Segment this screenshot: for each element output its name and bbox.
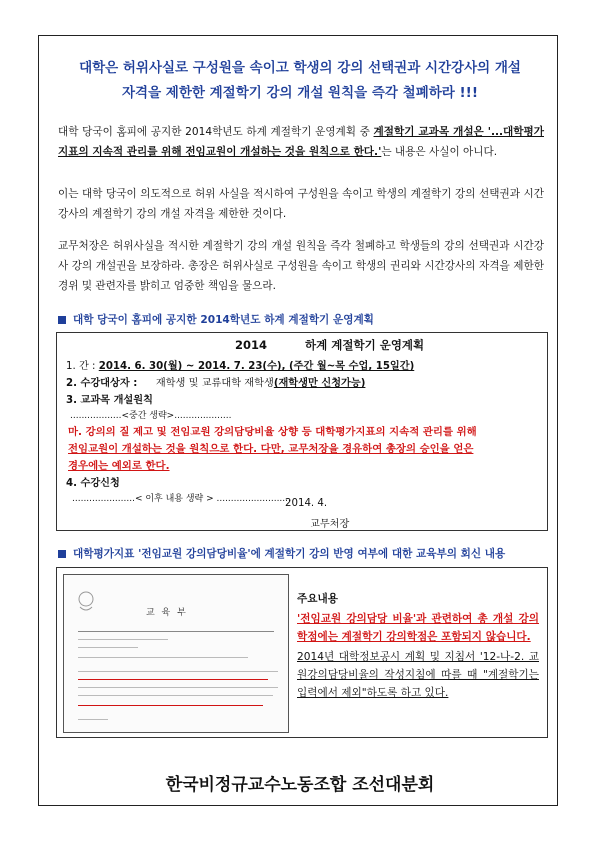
paragraph-2: 이는 대학 당국이 의도적으로 허위 사실을 적시하여 구성원을 속이고 학생의 계절학기 강의 선택권과 시간강사의 계절학기 강의 개설 자격을 제한한 것이다. <box>58 188 544 220</box>
square-bullet-icon <box>58 316 66 324</box>
ministry-doc-header: 교 육 부 <box>146 608 188 618</box>
plan-item-target <box>66 374 365 389</box>
reply-summary-heading: 주요내용 <box>297 593 338 605</box>
omitted-rest: ......................< 이후 내용 생략 > .......................... <box>72 494 291 504</box>
section-2-heading <box>58 546 505 561</box>
doc-text-line <box>78 719 108 720</box>
target-label: 2. 수강대상자 : <box>66 378 138 389</box>
target-value: 재학생 및 교류대학 재학생 <box>155 378 274 389</box>
doc-text-line <box>78 695 273 696</box>
section-1-heading <box>58 312 374 327</box>
union-signature: 한국비정규교수노동조합 조선대분회 <box>165 775 435 795</box>
reply-red-text: '전임교원 강의담당 비율'과 관련하여 총 개설 강의 학점에는 계절학기 강의학점은 포함되지 않습니다. <box>297 613 539 643</box>
headline-line-2: 자격을 제한한 계절학기 강의 개설 원칙을 즉각 철폐하라 !!! <box>121 85 478 101</box>
plan-signer: 교무처장 <box>310 519 350 530</box>
principle-red-line-3: 경우에는 예외로 한다. <box>68 460 170 472</box>
period-value: 2014. 6. 30(월) ~ 2014. 7. 23(수), (주간 월~목 수업, 15일간) <box>98 361 415 372</box>
plan-item-principle: 3. 교과목 개설원칙 <box>66 395 153 406</box>
period-label: 1. 간 : <box>66 361 96 372</box>
paragraph-3: 교무처장은 허위사실을 적시한 계절학기 강의 개설 원칙을 즉각 철폐하고 학생들의 강의 선택권과 시간강사 강의 개설권을 보장하라. 총장은 허위사실로 구성원을 속이고 학생의 권리와 시간강사의 자격을 제한한 경위 및 관련자를 밝히고 엄중한 책임을 물으라. <box>58 240 544 292</box>
doc-underline-red <box>78 679 268 680</box>
plan-title-text: 하계 계절학기 운영계획 <box>305 338 425 352</box>
ministry-emblem-icon <box>76 587 116 617</box>
doc-text-line <box>78 657 248 658</box>
paragraph-1-quote: 계절학기 교과목 개설은 '...대학평가지표의 지속적 관리를 위해 전임교원이 개설하는 것을 원칙으로 한다.' <box>58 126 544 158</box>
doc-text-line <box>78 639 168 640</box>
doc-underline-red <box>78 705 263 706</box>
principle-red-line-1: 마. 강의의 질 제고 및 전임교원 강의담당비율 상향 등 대학평가지표의 지속적 관리를 위해 <box>68 426 477 438</box>
section-2-heading-text: 대학평가지표 '전임교원 강의담당비율'에 계절학기 강의 반영 여부에 대한 교육부의 회신 내용 <box>73 548 506 560</box>
plan-item-period <box>66 357 414 372</box>
headline-line-1: 대학은 허위사실로 구성원을 속이고 학생의 강의 선택권과 시간강사의 개설 <box>79 60 521 76</box>
ministry-document-image <box>63 574 289 733</box>
omitted-middle: ..................<중간 생략>.................... <box>70 411 232 421</box>
section-1-heading-text: 대학 당국이 홈피에 공지한 2014학년도 하계 계절학기 운영계획 <box>73 314 374 326</box>
paragraph-1 <box>58 122 544 162</box>
ministry-reply-box <box>56 567 548 738</box>
doc-text-line <box>78 687 278 688</box>
target-note: (재학생만 신청가능) <box>273 378 366 389</box>
reply-guideline-text: 2014년 대학정보공시 계획 및 지침서 '12-나-2. 교원강의담당비율의 작성지침에 따를 때 "계절학기는 입력에서 제외"하도록 하고 있다. <box>297 651 539 699</box>
paragraph-1-end: 는 내용은 사실이 아니다. <box>381 146 498 158</box>
paragraph-1-intro: 대학 당국이 홈피에 공지한 2014학년도 하계 계절학기 운영계획 중 <box>58 126 374 138</box>
plan-title-year: 2014 <box>235 338 268 352</box>
square-bullet-icon <box>58 550 66 558</box>
principle-red-line-2: 전임교원이 개설하는 것을 원칙으로 한다. 다만, 교무처장을 경유하여 총장의 승인을 얻은 <box>68 443 474 455</box>
plan-date: 2014. 4. <box>285 498 328 509</box>
plan-item-registration: 4. 수강신청 <box>66 478 120 489</box>
doc-text-line <box>78 671 278 672</box>
plan-title <box>235 337 424 353</box>
doc-text-line <box>78 647 138 648</box>
reply-summary <box>297 590 539 702</box>
doc-divider <box>78 631 274 632</box>
